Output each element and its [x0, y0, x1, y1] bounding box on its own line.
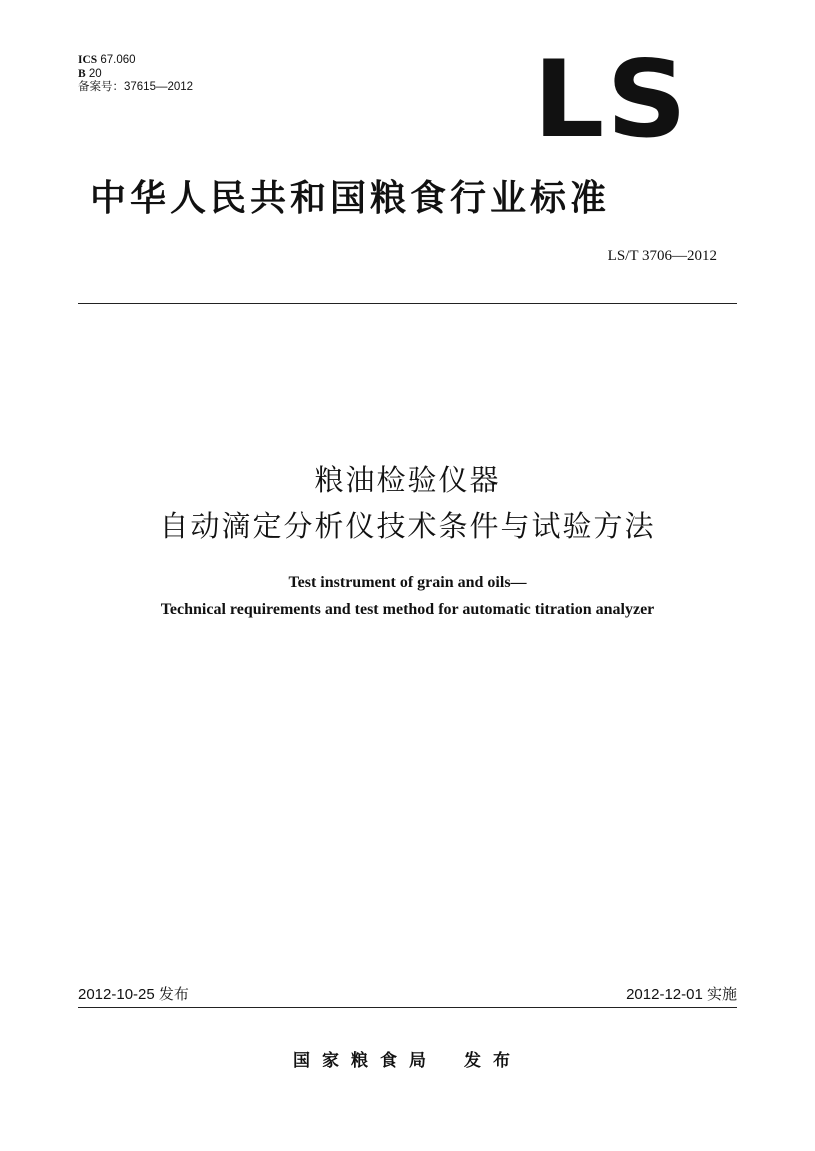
ls-logo: LS — [533, 38, 690, 162]
document-title-line-1: 粮油检验仪器 — [314, 463, 501, 497]
ics-label: ICS — [78, 54, 98, 66]
ics-value: 67.060 — [100, 54, 136, 66]
class-value: 20 — [88, 67, 102, 80]
class-line — [78, 68, 193, 82]
publisher-name: 国家粮食局 — [293, 1051, 438, 1071]
ics-line — [78, 54, 193, 68]
english-title-line-1: Test instrument of grain and oils— — [288, 574, 527, 591]
issue-date: 2012-10-25 发布 — [78, 986, 189, 1003]
class-label: B — [78, 67, 86, 80]
publisher-line — [0, 1046, 815, 1071]
standard-code: LS/T 3706—2012 — [607, 248, 717, 264]
top-divider — [78, 303, 737, 304]
publish-action: 发布 — [464, 1051, 522, 1071]
english-title-line-2: Technical requirements and test method for automatic titration analyzer — [160, 601, 655, 618]
classification-block — [78, 54, 193, 95]
filing-number: 备案号：37615—2012 — [78, 81, 194, 93]
bottom-divider — [78, 1007, 737, 1008]
industry-standard-title: 中华人民共和国粮食行业标准 — [90, 178, 611, 219]
document-title-line-2: 自动滴定分析仪技术条件与试验方法 — [159, 509, 656, 543]
implementation-date: 2012-12-01 实施 — [626, 986, 737, 1003]
